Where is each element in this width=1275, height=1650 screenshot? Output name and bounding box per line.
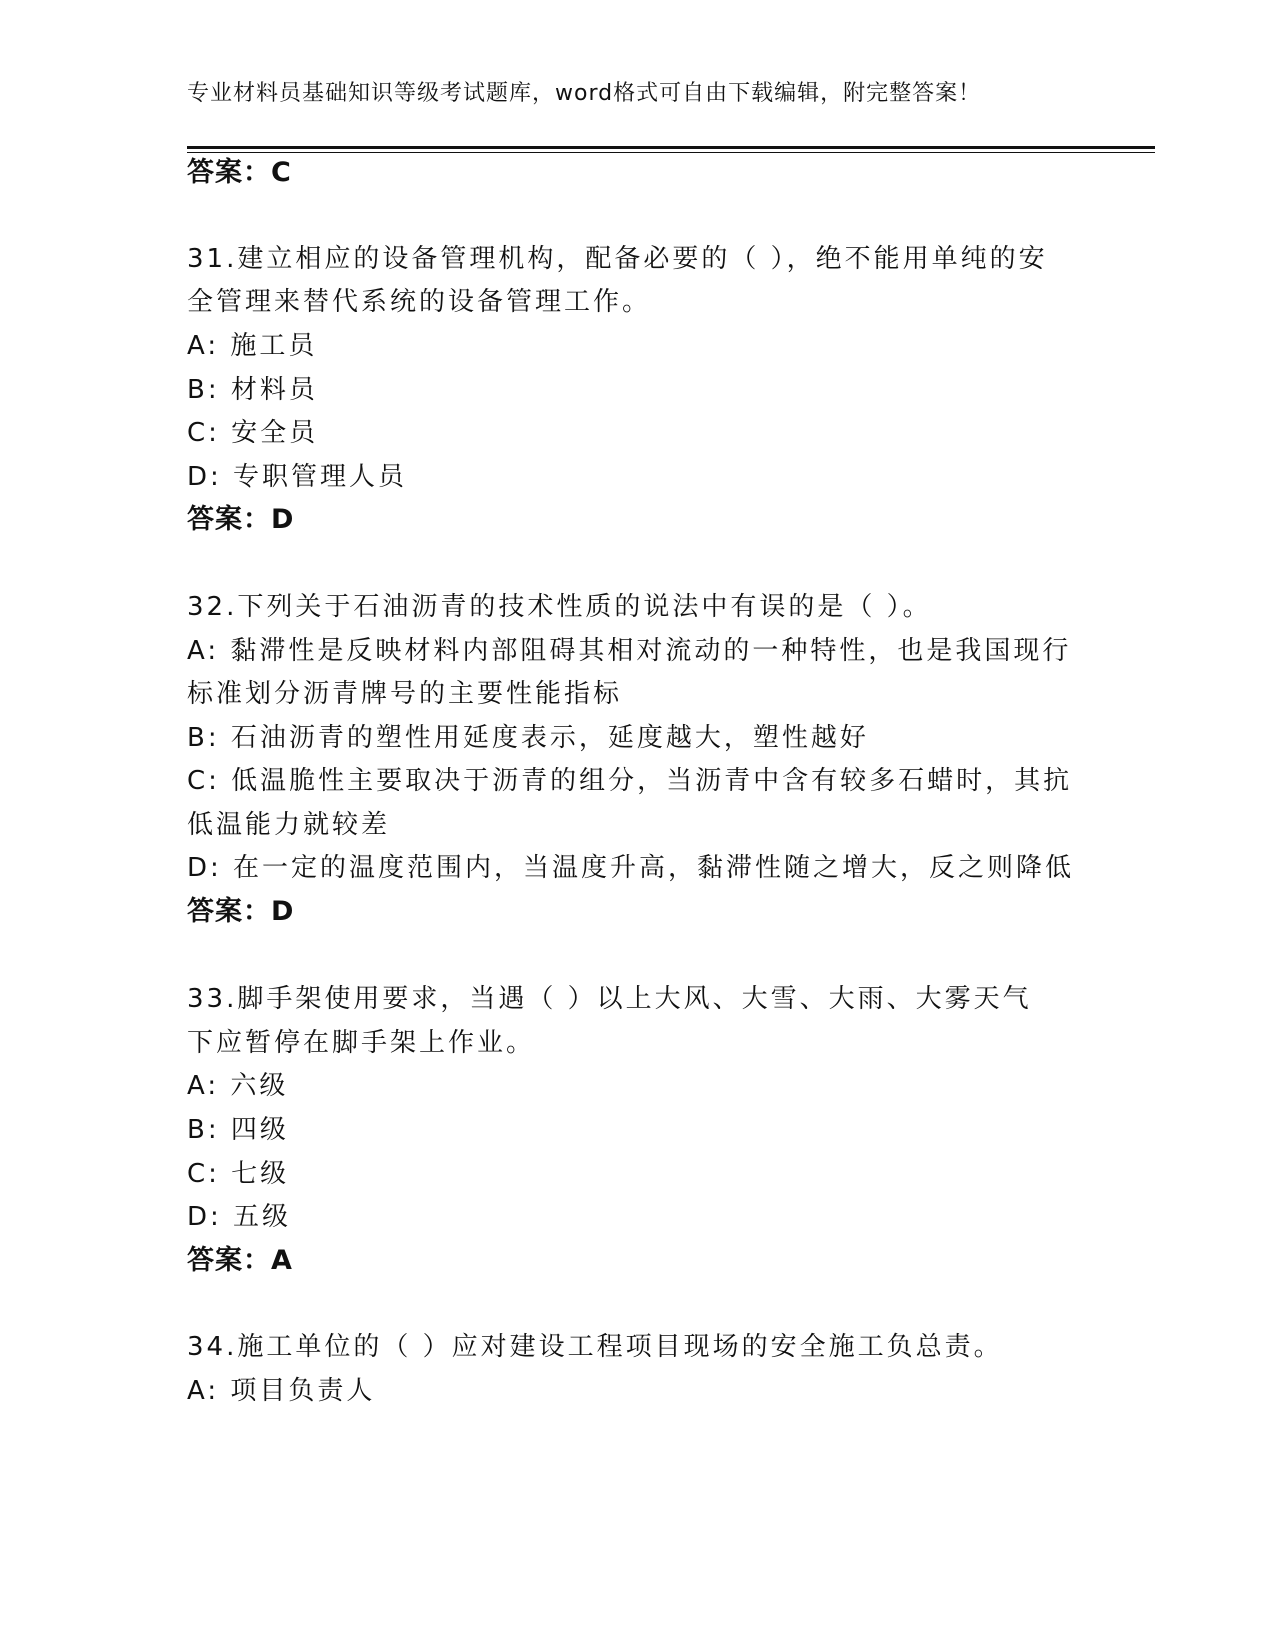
answer-30: 答案：C <box>187 157 292 188</box>
question-32-option-d: D: 在一定的温度范围内，当温度升高，黏滞性随之增大，反之则降低 <box>187 853 1075 883</box>
answer-33: 答案：A <box>187 1245 293 1276</box>
question-32-option-c-cont: 低温能力就较差 <box>187 810 391 840</box>
question-33-option-d: D: 五级 <box>187 1202 292 1232</box>
question-31-option-c: C: 安全员 <box>187 418 319 448</box>
question-33-line-1: 33.脚手架使用要求，当遇（ ）以上大风、大雪、大雨、大雾天气 <box>187 984 1032 1014</box>
question-33-line-2: 下应暂停在脚手架上作业。 <box>187 1028 536 1058</box>
question-32-option-c: C: 低温脆性主要取决于沥青的组分，当沥青中含有较多石蜡时，其抗 <box>187 766 1073 796</box>
question-32-line-1: 32.下列关于石油沥青的技术性质的说法中有误的是（ ）。 <box>187 592 932 622</box>
answer-32: 答案：D <box>187 896 295 927</box>
question-33-option-a: A: 六级 <box>187 1071 289 1101</box>
question-31-option-a: A: 施工员 <box>187 331 318 361</box>
question-31-line-2: 全管理来替代系统的设备管理工作。 <box>187 287 652 317</box>
question-32-option-a: A: 黏滞性是反映材料内部阻碍其相对流动的一种特性，也是我国现行 <box>187 636 1072 666</box>
question-31-option-d: D: 专职管理人员 <box>187 462 408 492</box>
question-33-option-b: B: 四级 <box>187 1115 289 1145</box>
header-rule-thin <box>187 152 1155 153</box>
question-31-option-b: B: 材料员 <box>187 375 318 405</box>
question-33-option-c: C: 七级 <box>187 1159 290 1189</box>
question-34-option-a: A: 项目负责人 <box>187 1376 376 1406</box>
question-31-line-1: 31.建立相应的设备管理机构，配备必要的（ ），绝不能用单纯的安 <box>187 244 1048 274</box>
question-32-option-b: B: 石油沥青的塑性用延度表示，延度越大，塑性越好 <box>187 723 869 753</box>
question-32-option-a-cont: 标准划分沥青牌号的主要性能指标 <box>187 679 623 709</box>
page-header: 专业材料员基础知识等级考试题库，word格式可自由下载编辑，附完整答案！ <box>187 81 982 106</box>
question-34-line-1: 34.施工单位的（ ）应对建设工程项目现场的安全施工负总责。 <box>187 1332 1003 1362</box>
header-rule-thick <box>187 146 1155 149</box>
answer-31: 答案：D <box>187 504 295 535</box>
